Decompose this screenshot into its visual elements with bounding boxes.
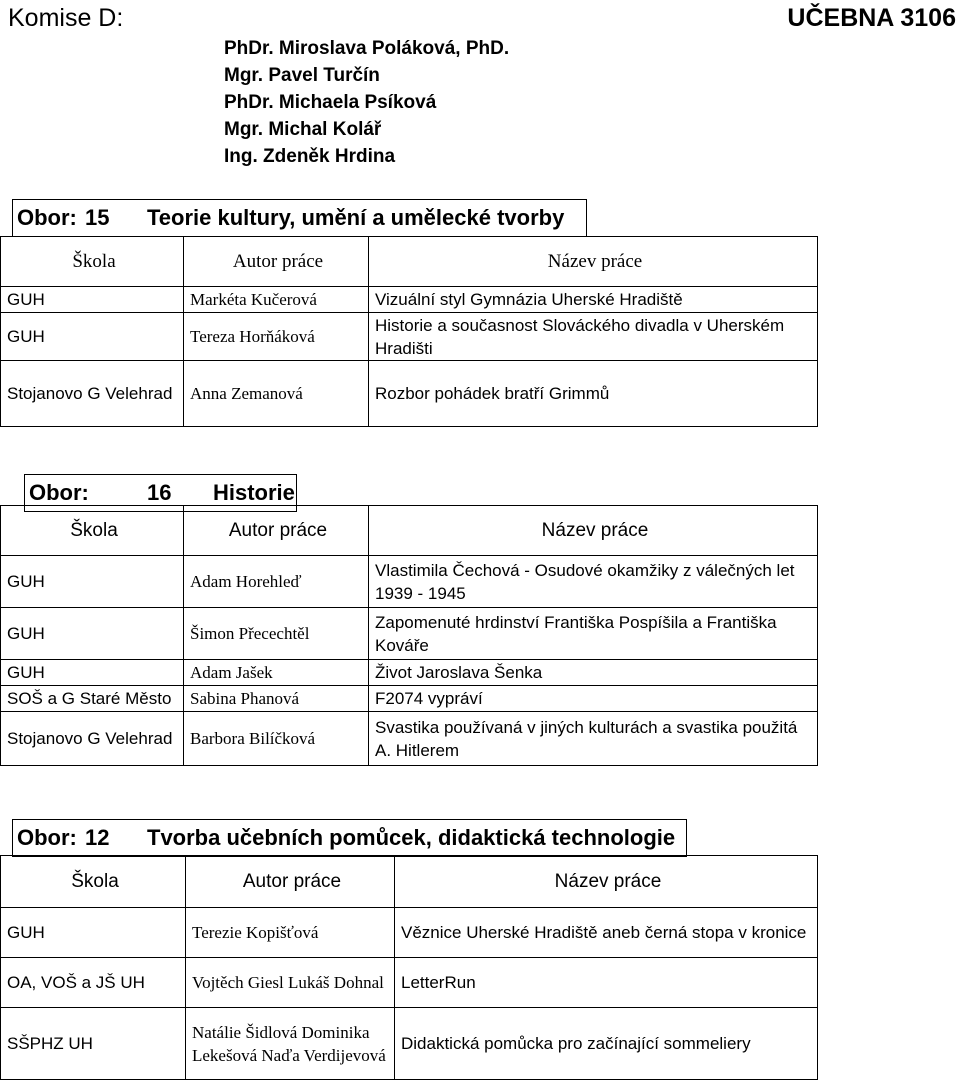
school-cell: GUH: [1, 313, 184, 361]
school-cell: SŠPHZ UH: [1, 1008, 186, 1080]
author-cell: Tereza Horňáková: [184, 313, 369, 361]
author-cell: Barbora Bilíčková: [184, 712, 369, 766]
section-title: Tvorba učebních pomůcek, didaktická technologie: [147, 825, 676, 850]
title-cell: Didaktická pomůcka pro začínající sommeliery: [395, 1008, 818, 1080]
school-cell: OA, VOŠ a JŠ UH: [1, 958, 186, 1008]
school-cell: GUH: [1, 608, 184, 660]
commission-member: PhDr. Miroslava Poláková, PhD.: [224, 38, 510, 59]
author-cell: Vojtěch Giesl Lukáš Dohnal: [186, 958, 395, 1008]
title-cell: Věznice Uherské Hradiště aneb černá stopa v kronice: [395, 908, 818, 958]
column-header-title: Název práce: [395, 856, 818, 908]
commission-member: Mgr. Michal Kolář: [224, 119, 382, 140]
column-header-author: Autor práce: [186, 856, 395, 908]
column-header-school: Škola: [1, 506, 184, 556]
author-cell: Terezie Kopišťová: [186, 908, 395, 958]
section-title: Teorie kultury, umění a umělecké tvorby: [147, 205, 565, 230]
projects-table: [0, 236, 818, 427]
section-label: Obor:: [17, 825, 77, 850]
table-row: [1, 361, 818, 427]
title-cell: Historie a současnost Slováckého divadla v Uherském Hradišti: [369, 313, 818, 361]
table-row: [1, 958, 818, 1008]
section-heading: [12, 199, 587, 237]
column-header-author: Autor práce: [184, 237, 369, 287]
title-cell: Vizuální styl Gymnázia Uherské Hradiště: [369, 287, 818, 313]
section-title: Historie: [213, 480, 295, 505]
commission-member: PhDr. Michaela Psíková: [224, 92, 437, 113]
school-cell: SOŠ a G Staré Město: [1, 686, 184, 712]
author-cell: Sabina Phanová: [184, 686, 369, 712]
table-row: [1, 712, 818, 766]
table-row: [1, 686, 818, 712]
author-cell: Adam Jašek: [184, 660, 369, 686]
table-row: [1, 1008, 818, 1080]
section-number: 15: [85, 205, 110, 230]
school-cell: GUH: [1, 556, 184, 608]
projects-table: [0, 505, 818, 766]
school-cell: Stojanovo G Velehrad: [1, 361, 184, 427]
school-cell: GUH: [1, 660, 184, 686]
table-row: [1, 556, 818, 608]
column-header-school: Škola: [1, 856, 186, 908]
commission-title: Komise D:: [8, 4, 124, 32]
title-cell: Rozbor pohádek bratří Grimmů: [369, 361, 818, 427]
section-label: Obor:: [29, 480, 89, 505]
title-cell: Vlastimila Čechová - Osudové okamžiky z válečných let 1939 - 1945: [369, 556, 818, 608]
classroom-label: UČEBNA 3106: [787, 4, 956, 32]
author-cell: Natálie Šidlová Dominika Lekešová Naďa Verdijevová: [186, 1008, 395, 1080]
column-header-title: Název práce: [369, 237, 818, 287]
title-cell: Svastika používaná v jiných kulturách a svastika použitá A. Hitlerem: [369, 712, 818, 766]
author-cell: Anna Zemanová: [184, 361, 369, 427]
title-cell: Zapomenuté hrdinství Františka Pospíšila a Františka Kováře: [369, 608, 818, 660]
commission-member: Mgr. Pavel Turčín: [224, 65, 380, 86]
table-row: [1, 287, 818, 313]
school-cell: Stojanovo G Velehrad: [1, 712, 184, 766]
section-number: 12: [85, 825, 110, 850]
school-cell: GUH: [1, 287, 184, 313]
title-cell: LetterRun: [395, 958, 818, 1008]
section-number: 16: [147, 480, 172, 505]
section-heading: [12, 819, 687, 857]
table-row: [1, 660, 818, 686]
column-header-author: Autor práce: [184, 506, 369, 556]
table-header-row: [1, 856, 818, 908]
table-header-row: [1, 506, 818, 556]
table-row: [1, 908, 818, 958]
author-cell: Šimon Přecechtěl: [184, 608, 369, 660]
title-cell: Život Jaroslava Šenka: [369, 660, 818, 686]
title-cell: F2074 vypráví: [369, 686, 818, 712]
school-cell: GUH: [1, 908, 186, 958]
table-row: [1, 313, 818, 361]
table-row: [1, 608, 818, 660]
author-cell: Adam Horehleď: [184, 556, 369, 608]
table-header-row: [1, 237, 818, 287]
author-cell: Markéta Kučerová: [184, 287, 369, 313]
commission-member: Ing. Zdeněk Hrdina: [224, 146, 396, 167]
column-header-title: Název práce: [369, 506, 818, 556]
column-header-school: Škola: [1, 237, 184, 287]
section-label: Obor:: [17, 205, 77, 230]
projects-table: [0, 855, 818, 1080]
